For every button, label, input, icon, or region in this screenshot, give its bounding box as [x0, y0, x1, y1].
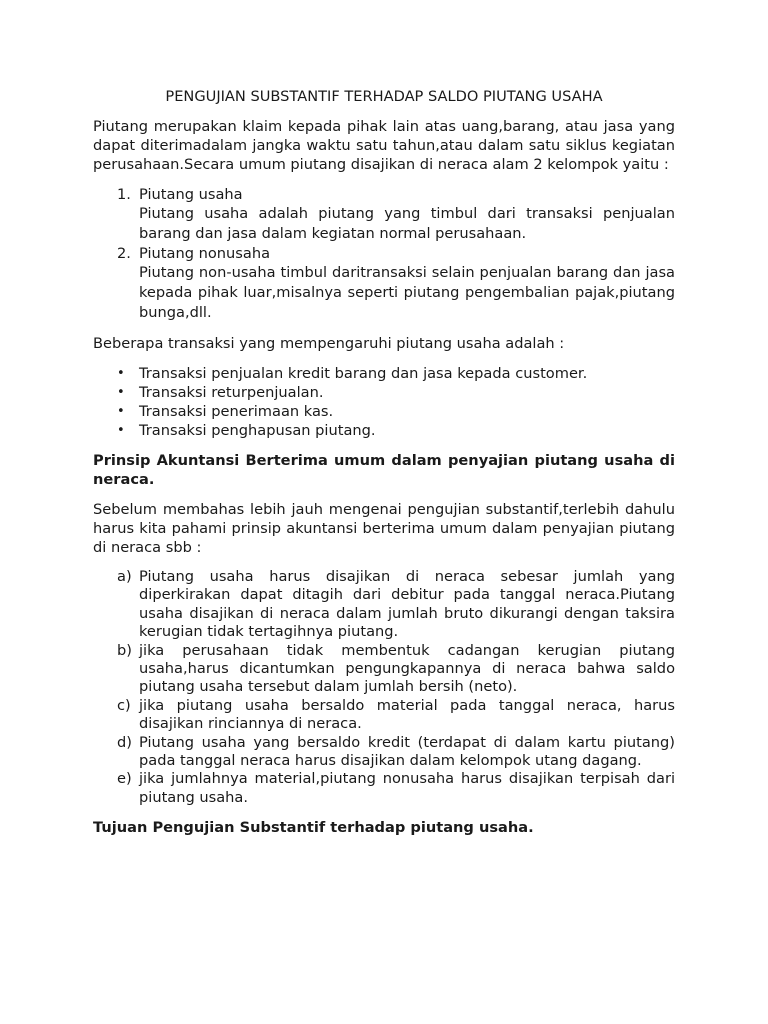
bullet-icon: • [117, 423, 125, 438]
list-item [117, 402, 675, 421]
list-marker: c) [117, 696, 131, 714]
transaction-text: Transaksi penerimaan kas. [139, 403, 334, 420]
principle-text: jika perusahaan tidak membentuk cadangan kerugian piutang usaha,harus dicantumkan pengungkapannya di neraca bahwa saldo piutang usaha tersebut dalam jumlah bersih (neto). [139, 641, 675, 696]
list-item [117, 383, 675, 402]
list-item [117, 185, 675, 244]
closing-heading: Tujuan Pengujian Substantif terhadap piutang usaha. [93, 819, 534, 837]
transactions-list [93, 364, 675, 440]
principles-list [93, 568, 675, 807]
list-item [117, 244, 675, 323]
document-body [93, 87, 675, 837]
list-item [117, 733, 675, 771]
principle-text: Piutang usaha harus disajikan di neraca sebesar jumlah yang diperkirakan dapat ditagih dari debitur pada tanggal neraca.Piutang usaha disajikan di neraca dalam jumlah bruto dikurangi dengan taksira kerugian tidak tertagihnya piutang. [139, 568, 675, 641]
group-label: Piutang usaha [139, 186, 243, 203]
bullet-icon: • [117, 385, 125, 400]
transaction-text: Transaksi penghapusan piutang. [139, 422, 376, 439]
list-marker: 1. [117, 186, 131, 203]
group-label: Piutang nonusaha [139, 245, 271, 262]
transactions-intro: Beberapa transaksi yang mempengaruhi piutang usaha adalah : [93, 335, 565, 352]
list-item [117, 568, 675, 642]
group-description: Piutang non-usaha timbul daritransaksi selain penjualan barang dan jasa kepada pihak luar,misalnya seperti piutang pengembalian pajak,piutang bunga,dll. [139, 264, 675, 321]
receivable-groups-list [93, 185, 675, 323]
list-marker: d) [117, 733, 132, 751]
transaction-text: Transaksi returpenjualan. [139, 384, 324, 401]
document-title: PENGUJIAN SUBSTANTIF TERHADAP SALDO PIUTANG USAHA [165, 88, 603, 105]
list-marker: b) [117, 641, 132, 659]
bullet-icon: • [117, 404, 125, 419]
list-item [117, 770, 675, 807]
bullet-icon: • [117, 366, 125, 381]
intro-paragraph: Piutang merupakan klaim kepada pihak lain atas uang,barang, atau jasa yang dapat diterimadalam jangka waktu satu tahun,atau dalam satu siklus kegiatan perusahaan.Secara umum piutang disajikan di neraca alam 2 kelompok yaitu : [93, 118, 675, 173]
group-description: Piutang usaha adalah piutang yang timbul dari transaksi penjualan barang dan jasa dalam kegiatan normal perusahaan. [139, 205, 675, 242]
list-marker: a) [117, 568, 132, 585]
list-marker: 2. [117, 245, 131, 262]
section-intro: Sebelum membahas lebih jauh mengenai pengujian substantif,terlebih dahulu harus kita pahami prinsip akuntansi berterima umum dalam penyajian piutang di neraca sbb : [93, 501, 675, 556]
section-heading: Prinsip Akuntansi Berterima umum dalam penyajian piutang usaha di neraca. [93, 452, 675, 488]
principle-text: jika jumlahnya material,piutang nonusaha harus disajikan terpisah dari piutang usaha. [139, 770, 675, 806]
list-item [117, 696, 675, 734]
list-item [117, 364, 675, 383]
principle-text: Piutang usaha yang bersaldo kredit (terdapat di dalam kartu piutang) pada tanggal neraca harus disajikan dalam kelompok utang dagang. [139, 733, 675, 770]
list-item [117, 641, 675, 697]
list-item [117, 421, 675, 440]
transaction-text: Transaksi penjualan kredit barang dan jasa kepada customer. [139, 365, 588, 382]
list-marker: e) [117, 770, 132, 788]
principle-text: jika piutang usaha bersaldo material pada tanggal neraca, harus disajikan rinciannya di neraca. [139, 696, 675, 733]
